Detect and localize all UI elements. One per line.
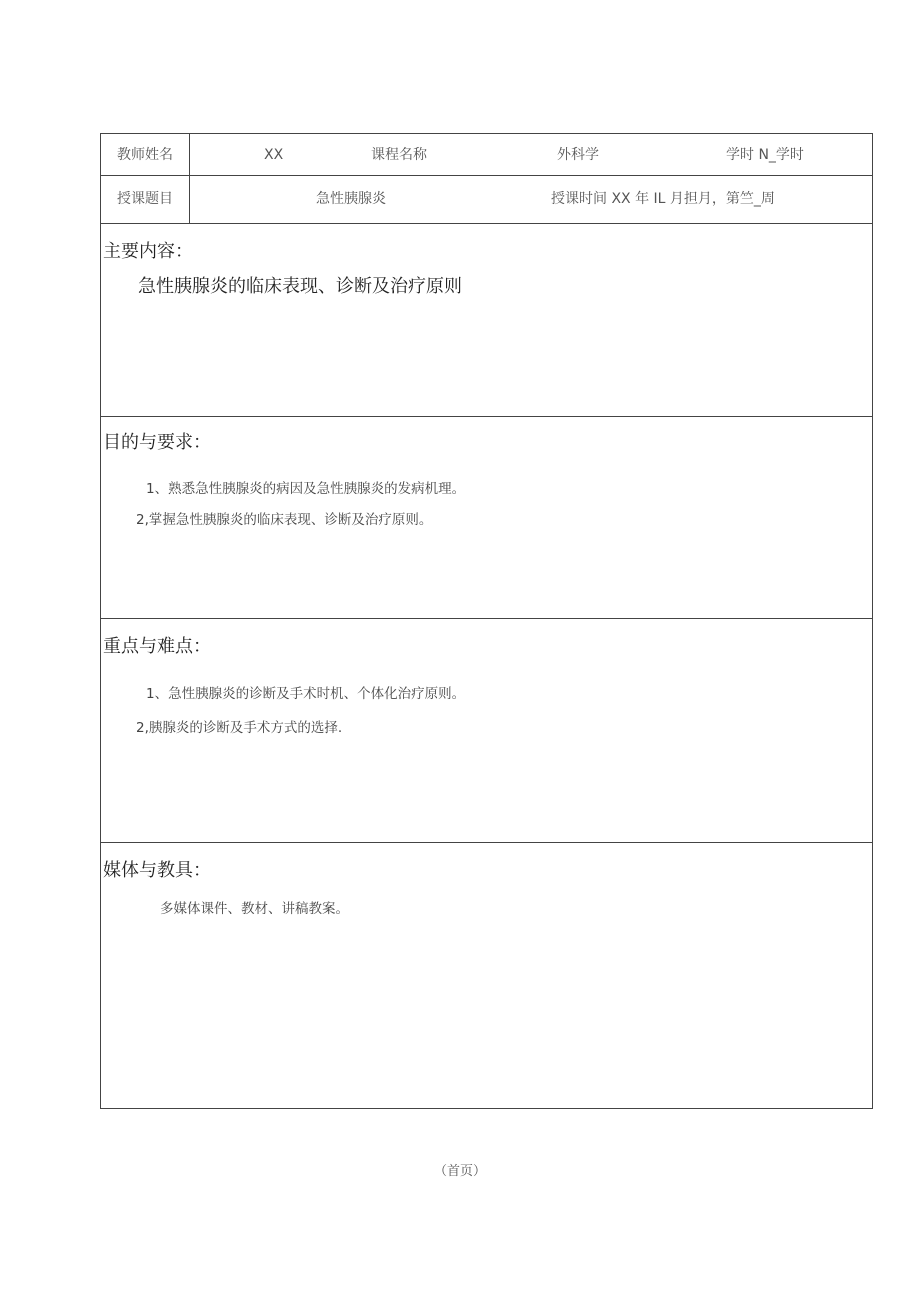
objectives-title: 目的与要求： — [103, 432, 211, 453]
divider — [189, 134, 190, 223]
main-content-text: 急性胰腺炎的临床表现、诊断及治疗原则 — [138, 276, 462, 297]
divider — [101, 416, 872, 417]
divider — [101, 618, 872, 619]
lesson-plan-table — [100, 133, 873, 1109]
objective-item: 2,掌握急性胰腺炎的临床表现、诊断及治疗原则。 — [136, 512, 433, 528]
class-hours: 学时 N_学时 — [726, 147, 804, 163]
lesson-topic-label: 授课题目 — [117, 191, 173, 207]
divider — [101, 175, 872, 176]
divider — [101, 842, 872, 843]
page-footer: （首页） — [433, 1164, 486, 1179]
key-point-item: 1、急性胰腺炎的诊断及手术时机、个体化治疗原则。 — [146, 686, 466, 702]
lesson-time: 授课时间 XX 年 IL 月担月，第竺_周 — [551, 191, 775, 207]
media-text: 多媒体课件、教材、讲稿教案。 — [160, 901, 349, 917]
teacher-name-label: 教师姓名 — [117, 147, 173, 163]
objective-item: 1、熟悉急性胰腺炎的病因及急性胰腺炎的发病机理。 — [146, 481, 466, 497]
key-point-item: 2,胰腺炎的诊断及手术方式的选择. — [136, 720, 343, 736]
course-name-value: 外科学 — [557, 147, 599, 163]
lesson-topic-value: 急性胰腺炎 — [316, 191, 386, 207]
main-content-title: 主要内容： — [103, 241, 193, 262]
teacher-name-value: XX — [264, 147, 284, 163]
course-name-label: 课程名称 — [371, 147, 427, 163]
key-points-title: 重点与难点： — [103, 636, 211, 657]
divider — [101, 223, 872, 224]
media-title: 媒体与教具： — [103, 860, 211, 881]
